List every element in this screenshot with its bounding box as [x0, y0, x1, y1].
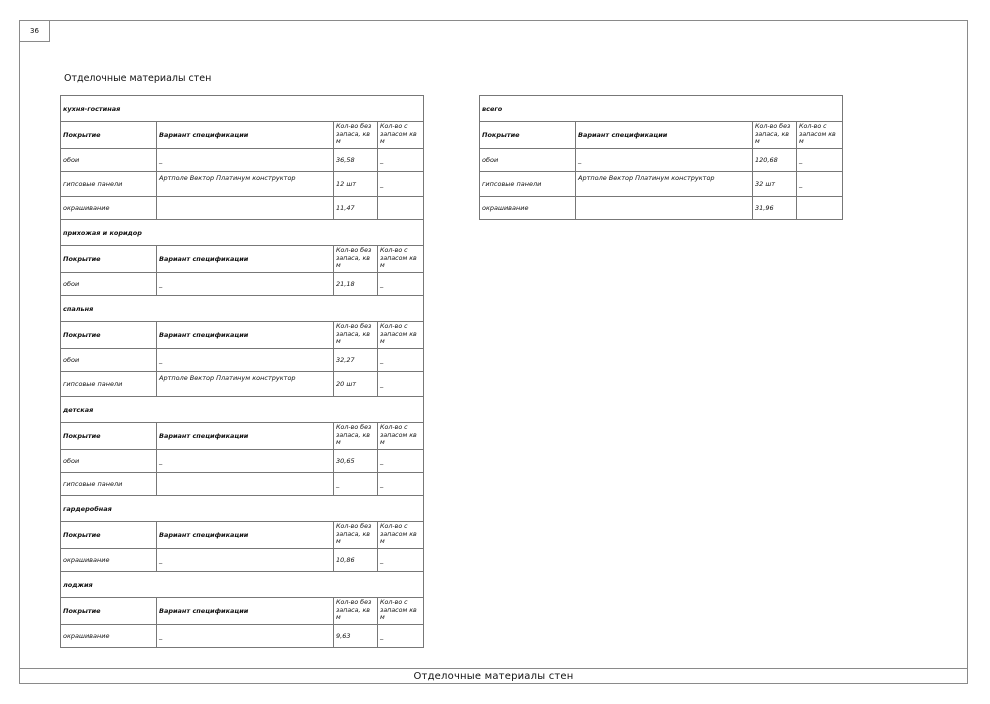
- table-header-row: [61, 598, 424, 625]
- total-finish-table: [479, 95, 843, 220]
- table-row: [61, 172, 424, 197]
- header-qty-no-reserve: Кол-во без запаса, кв м: [334, 122, 378, 149]
- table-header-row: [61, 246, 424, 273]
- section-title: кухня-гостиная: [61, 96, 424, 122]
- cell-variant: _: [157, 149, 334, 172]
- cell-qty: 12 шт: [334, 172, 378, 197]
- cell-qty-reserve: _: [378, 149, 424, 172]
- section-row: [61, 96, 424, 122]
- table-row: [61, 349, 424, 372]
- table-row: [61, 273, 424, 296]
- table-header-row: [61, 423, 424, 450]
- section-row: [480, 96, 843, 122]
- section-row: [61, 572, 424, 598]
- header-coverage: Покрытие: [61, 246, 157, 273]
- section-row: [61, 220, 424, 246]
- header-qty-reserve: Кол-во с запасом кв м: [378, 122, 424, 149]
- cell-qty-reserve: _: [378, 273, 424, 296]
- cell-qty-reserve: _: [378, 172, 424, 197]
- cell-coverage: обои: [61, 450, 157, 473]
- header-variant: Вариант спецификации: [157, 122, 334, 149]
- header-qty-no-reserve: Кол-во без запаса, кв м: [334, 598, 378, 625]
- cell-variant: [576, 197, 753, 220]
- cell-qty-reserve: _: [378, 372, 424, 397]
- cell-coverage: гипсовые панели: [61, 172, 157, 197]
- cell-variant: Артполе Вектор Платинум конструктор: [157, 372, 334, 397]
- cell-qty-reserve: _: [378, 349, 424, 372]
- header-qty-no-reserve: Кол-во без запаса, кв м: [753, 122, 797, 149]
- header-qty-no-reserve: Кол-во без запаса, кв м: [334, 423, 378, 450]
- section-title: прихожая и коридор: [61, 220, 424, 246]
- cell-coverage: окрашивание: [61, 197, 157, 220]
- header-variant: Вариант спецификации: [157, 598, 334, 625]
- cell-coverage: гипсовые панели: [61, 372, 157, 397]
- section-row: [61, 296, 424, 322]
- table-row: [61, 372, 424, 397]
- cell-variant: _: [157, 273, 334, 296]
- cell-variant: _: [157, 625, 334, 648]
- table-row: [480, 172, 843, 197]
- header-qty-no-reserve: Кол-во без запаса, кв м: [334, 522, 378, 549]
- cell-variant: [157, 473, 334, 496]
- section-title: лоджия: [61, 572, 424, 598]
- table-row: [61, 549, 424, 572]
- header-coverage: Покрытие: [61, 423, 157, 450]
- cell-qty: 11,47: [334, 197, 378, 220]
- table-header-row: [61, 522, 424, 549]
- header-qty-no-reserve: Кол-во без запаса, кв м: [334, 322, 378, 349]
- cell-coverage: гипсовые панели: [480, 172, 576, 197]
- document-title: Отделочные материалы стен: [64, 73, 212, 84]
- cell-coverage: окрашивание: [480, 197, 576, 220]
- header-coverage: Покрытие: [61, 122, 157, 149]
- cell-variant: _: [157, 549, 334, 572]
- section-title: гардеробная: [61, 496, 424, 522]
- section-title: всего: [480, 96, 843, 122]
- table-row: [61, 625, 424, 648]
- cell-qty-reserve: _: [378, 450, 424, 473]
- footer-title: Отделочные материалы стен: [413, 671, 574, 682]
- table-row: [61, 149, 424, 172]
- cell-variant: _: [157, 450, 334, 473]
- header-coverage: Покрытие: [480, 122, 576, 149]
- cell-qty-reserve: _: [378, 625, 424, 648]
- section-row: [61, 397, 424, 423]
- table-header-row: [61, 322, 424, 349]
- cell-qty: 30,65: [334, 450, 378, 473]
- cell-variant: _: [157, 349, 334, 372]
- cell-qty-reserve: _: [378, 549, 424, 572]
- header-qty-no-reserve: Кол-во без запаса, кв м: [334, 246, 378, 273]
- table-row: [480, 197, 843, 220]
- table-row: [480, 149, 843, 172]
- cell-qty-reserve: _: [378, 473, 424, 496]
- cell-coverage: обои: [61, 149, 157, 172]
- cell-variant: _: [576, 149, 753, 172]
- cell-coverage: обои: [61, 349, 157, 372]
- cell-variant: [157, 197, 334, 220]
- header-qty-reserve: Кол-во с запасом кв м: [378, 246, 424, 273]
- cell-variant: Артполе Вектор Платинум конструктор: [576, 172, 753, 197]
- table-header-row: [61, 122, 424, 149]
- cell-qty: 120,68: [753, 149, 797, 172]
- cell-qty: 10,86: [334, 549, 378, 572]
- header-variant: Вариант спецификации: [157, 423, 334, 450]
- cell-qty: 21,18: [334, 273, 378, 296]
- cell-coverage: окрашивание: [61, 625, 157, 648]
- table-row: [61, 473, 424, 496]
- cell-qty: 31,96: [753, 197, 797, 220]
- cell-coverage: обои: [480, 149, 576, 172]
- cell-qty: 32 шт: [753, 172, 797, 197]
- cell-qty: 32,27: [334, 349, 378, 372]
- cell-variant: Артполе Вектор Платинум конструктор: [157, 172, 334, 197]
- table-row: [61, 197, 424, 220]
- cell-qty: 9,63: [334, 625, 378, 648]
- header-qty-reserve: Кол-во с запасом кв м: [378, 322, 424, 349]
- header-qty-reserve: Кол-во с запасом кв м: [378, 522, 424, 549]
- cell-qty: 20 шт: [334, 372, 378, 397]
- header-variant: Вариант спецификации: [576, 122, 753, 149]
- cell-qty-reserve: _: [797, 149, 843, 172]
- page-number: 36: [19, 20, 50, 42]
- header-variant: Вариант спецификации: [157, 322, 334, 349]
- cell-qty-reserve: [797, 197, 843, 220]
- header-coverage: Покрытие: [61, 598, 157, 625]
- header-coverage: Покрытие: [61, 522, 157, 549]
- header-qty-reserve: Кол-во с запасом кв м: [378, 598, 424, 625]
- header-coverage: Покрытие: [61, 322, 157, 349]
- cell-coverage: гипсовые панели: [61, 473, 157, 496]
- table-header-row: [480, 122, 843, 149]
- cell-coverage: окрашивание: [61, 549, 157, 572]
- section-title: спальня: [61, 296, 424, 322]
- header-variant: Вариант спецификации: [157, 522, 334, 549]
- rooms-finish-table: [60, 95, 424, 648]
- cell-coverage: обои: [61, 273, 157, 296]
- section-row: [61, 496, 424, 522]
- header-qty-reserve: Кол-во с запасом кв м: [797, 122, 843, 149]
- header-qty-reserve: Кол-во с запасом кв м: [378, 423, 424, 450]
- cell-qty: _: [334, 473, 378, 496]
- cell-qty: 36,58: [334, 149, 378, 172]
- table-row: [61, 450, 424, 473]
- cell-qty-reserve: [378, 197, 424, 220]
- header-variant: Вариант спецификации: [157, 246, 334, 273]
- section-title: детская: [61, 397, 424, 423]
- cell-qty-reserve: _: [797, 172, 843, 197]
